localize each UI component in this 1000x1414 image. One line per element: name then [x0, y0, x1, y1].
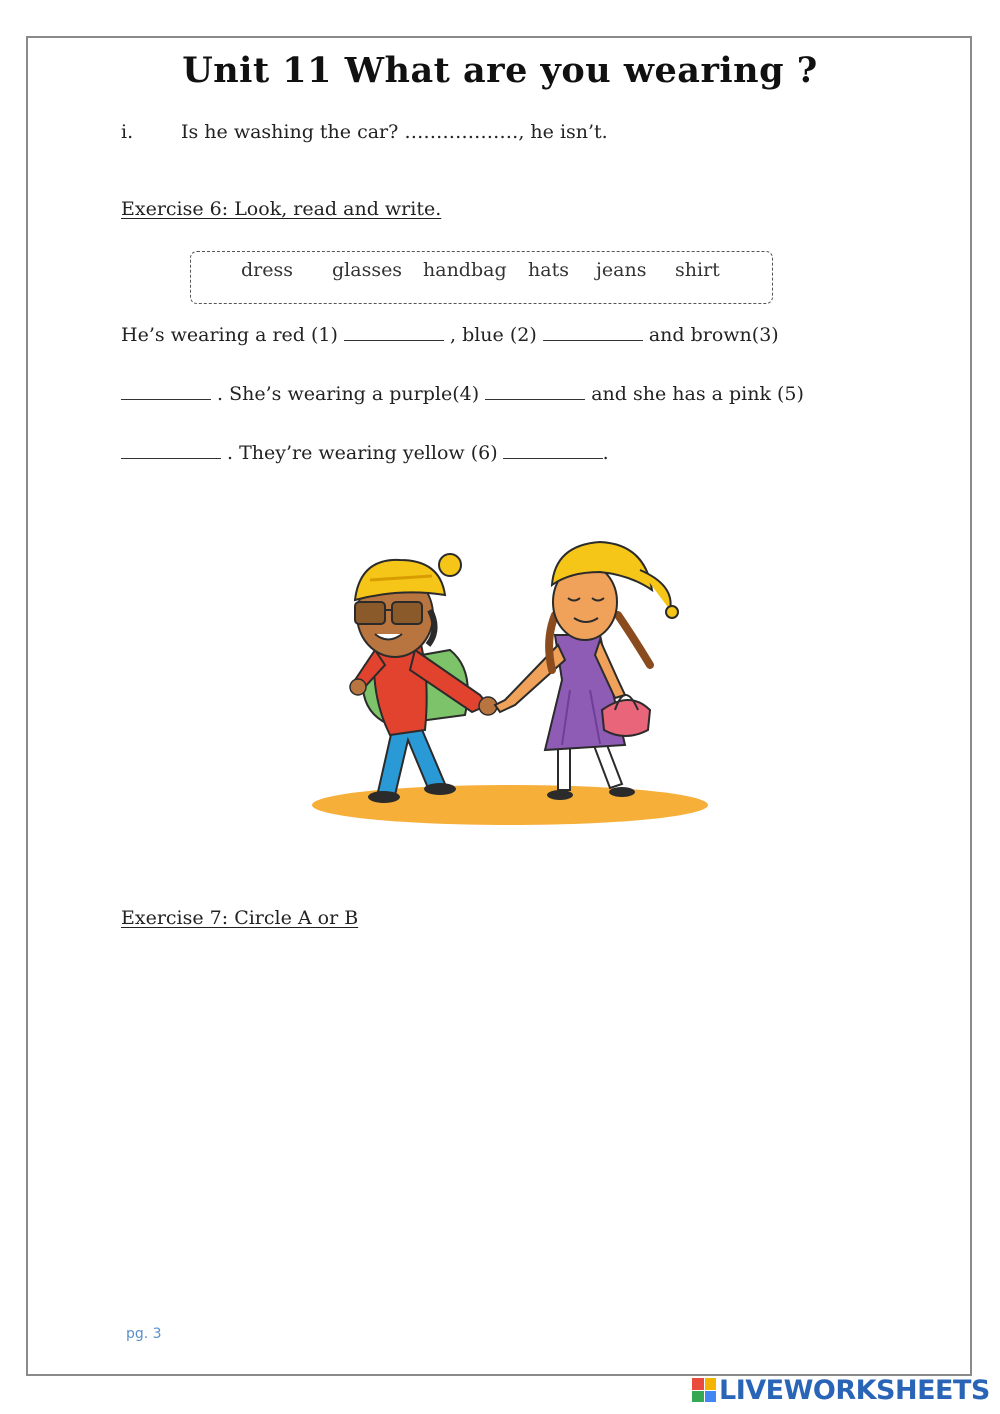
exercise-6-line-1 [121, 323, 779, 346]
word-bank-item: handbag [423, 259, 507, 281]
word-bank-item: glasses [332, 259, 403, 281]
brand-watermark [692, 1374, 990, 1406]
answer-blank-6[interactable] [503, 441, 603, 459]
answer-blank-2[interactable] [543, 323, 643, 341]
answer-blank-4[interactable] [485, 382, 585, 400]
page-title: Unit 11 What are you wearing ? [182, 50, 818, 91]
sentence-text: . She’s wearing a purple(4) [217, 383, 480, 405]
sentence-text: He’s wearing a red (1) [121, 324, 338, 346]
answer-blank-5[interactable] [121, 441, 221, 459]
sentence-text: and brown(3) [648, 324, 779, 346]
exercise-7-heading [121, 907, 358, 929]
exercise-6-line-3 [121, 441, 609, 464]
exercise-7-heading-text: Exercise 7: Circle A or B [121, 907, 359, 929]
question-number: i. [121, 121, 134, 143]
sentence-text: and she has a pink (5) [591, 383, 804, 405]
brand-name: LIVEWORKSHEETS [719, 1374, 990, 1406]
sentence-text: . They’re wearing yellow (6) [227, 442, 498, 464]
word-bank-item: jeans [596, 259, 647, 281]
sentence-text: , blue (2) [449, 324, 537, 346]
answer-blank-1[interactable] [344, 323, 444, 341]
question-text: Is he washing the car? ………………, he isn’t. [181, 121, 608, 143]
word-bank-item: dress [241, 259, 293, 281]
children-walking-illustration [300, 530, 730, 840]
word-bank-item: shirt [675, 259, 720, 281]
answer-blank-3[interactable] [121, 382, 211, 400]
word-bank-item: hats [528, 259, 569, 281]
liveworksheets-logo-icon [692, 1378, 716, 1402]
exercise-6-heading-text: Exercise 6: Look, read and write. [121, 198, 442, 220]
sentence-text: . [602, 442, 609, 464]
exercise-6-heading [121, 198, 441, 220]
page-number: pg. 3 [126, 1326, 162, 1342]
exercise-6-line-2 [121, 382, 804, 405]
